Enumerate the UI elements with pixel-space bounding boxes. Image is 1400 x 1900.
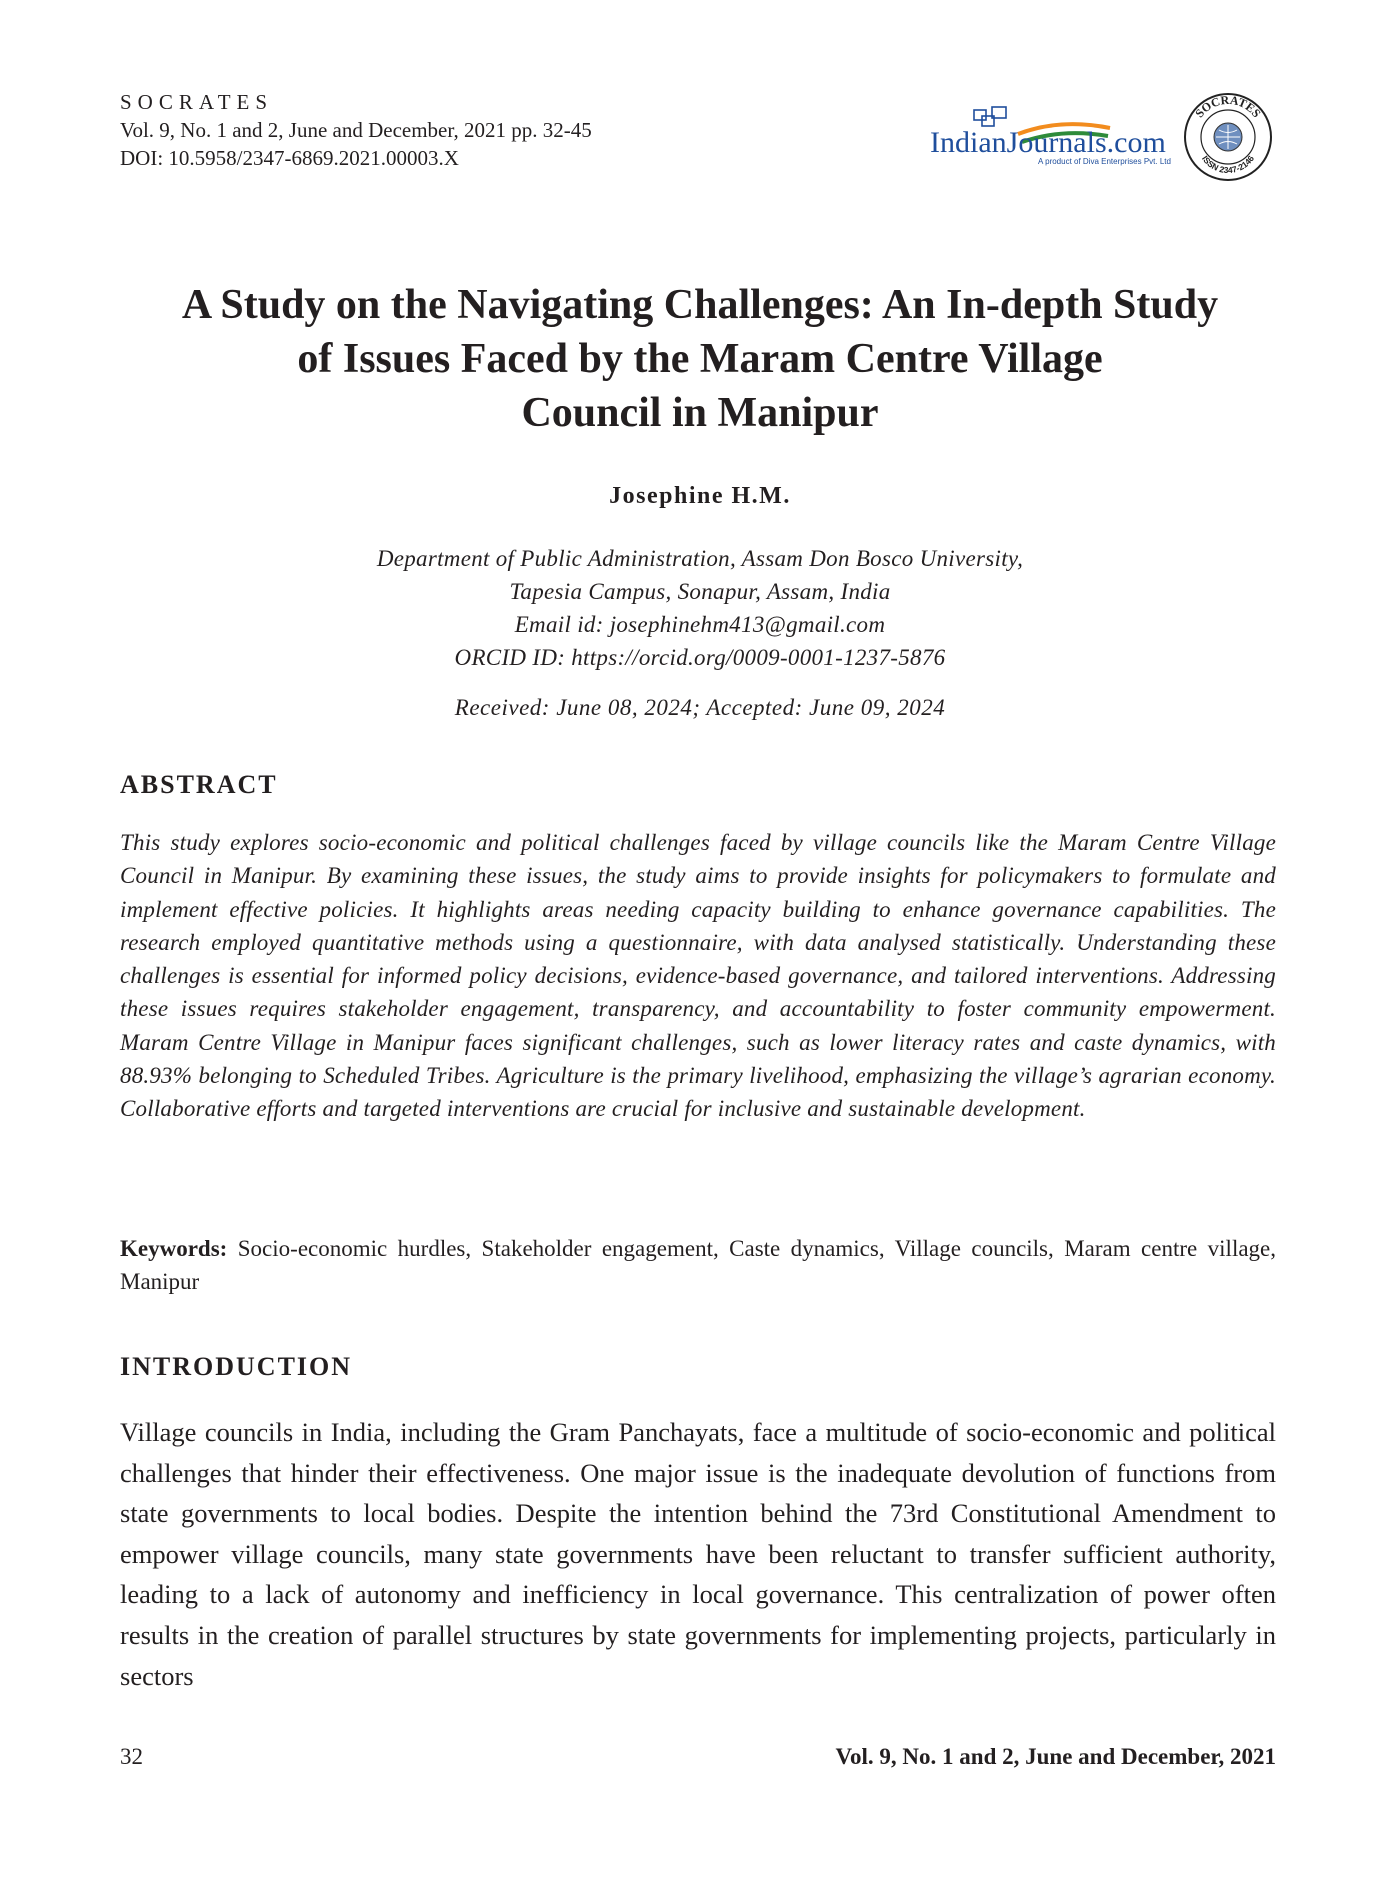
affiliation-line: Department of Public Administration, Assam Don Bosco University, <box>376 546 1024 571</box>
author-name: Josephine H.M. <box>609 483 791 509</box>
indianjournals-wordmark: IndianJournals.com <box>930 126 1166 159</box>
page-number: 32 <box>120 1744 143 1769</box>
seal-bottom-text: ISSN 2347-2146 <box>1199 153 1257 176</box>
title-line: Council in Manipur <box>521 390 879 436</box>
journal-name: SOCRATES <box>120 90 274 114</box>
footer-volume: Vol. 9, No. 1 and 2, June and December, 2021 <box>835 1744 1276 1769</box>
orcid-line: ORCID ID: https://orcid.org/0009-0001-1237-5876 <box>454 645 946 670</box>
keywords <box>120 1232 1276 1298</box>
volume-line: Vol. 9, No. 1 and 2, June and December, 2021 pp. 32-45 <box>120 118 592 142</box>
title-line: of Issues Faced by the Maram Centre Village <box>297 336 1103 382</box>
seal-top-text: SOCRATES <box>1192 92 1264 121</box>
keywords-text: Socio-economic hurdles, Stakeholder engagement, Caste dynamics, Village councils, Maram centre village, Manipur <box>120 1236 1276 1294</box>
publisher-logos <box>930 92 1280 182</box>
email-line: Email id: josephinehm413@gmail.com <box>514 612 886 637</box>
keywords-label: Keywords: <box>120 1236 228 1261</box>
doi-line: DOI: 10.5958/2347-6869.2021.00003.X <box>120 146 459 170</box>
paper-title <box>100 278 1300 440</box>
indianjournals-tagline: A product of Diva Enterprises Pvt. Ltd <box>1038 157 1171 166</box>
introduction-text: Village councils in India, including the Gram Panchayats, face a multitude of socio-economic and political challenges that hinder their effectiveness. One major issue is the inadequate devolution of functions from state governments to local bodies. Despite the intention behind the 73rd Constitutional Amendment to empower village councils, many state governments have been reluctant to transfer sufficient authority, leading to a lack of autonomy and inefficiency in local governance. This centralization of power often results in the creation of parallel structures by state governments for implementing projects, particularly in sectors <box>120 1417 1276 1691</box>
abstract-text: This study explores socio-economic and political challenges faced by village councils like the Maram Centre Village Council in Manipur. By examining these issues, the study aims to provide insights for policymakers to formulate and implement effective policies. It highlights areas needing capacity building to enhance governance capabilities. The research employed quantitative methods using a questionnaire, with data analysed statistically. Understanding these challenges is essential for informed policy decisions, evidence-based governance, and tailored interventions. Addressing these issues requires stakeholder engagement, transparency, and accountability to foster community empowerment. Maram Centre Village in Manipur faces significant challenges, such as lower literacy rates and caste dynamics, with 88.93% belonging to Scheduled Tribes. Agriculture is the primary livelihood, emphasizing the village’s agrarian economy. Collaborative efforts and targeted interventions are crucial for inclusive and sustainable development. <box>120 830 1276 1122</box>
received-accepted-dates: Received: June 08, 2024; Accepted: June 09, 2024 <box>454 695 946 720</box>
indianjournals-logo <box>930 104 1180 174</box>
abstract-heading: ABSTRACT <box>120 770 278 799</box>
author-affiliation <box>100 542 1300 674</box>
affiliation-line: Tapesia Campus, Sonapur, Assam, India <box>509 579 891 604</box>
socrates-seal <box>1183 92 1273 182</box>
introduction-heading: INTRODUCTION <box>120 1352 353 1381</box>
journal-header <box>120 88 592 172</box>
title-line: A Study on the Navigating Challenges: An In-depth Study <box>181 282 1219 328</box>
